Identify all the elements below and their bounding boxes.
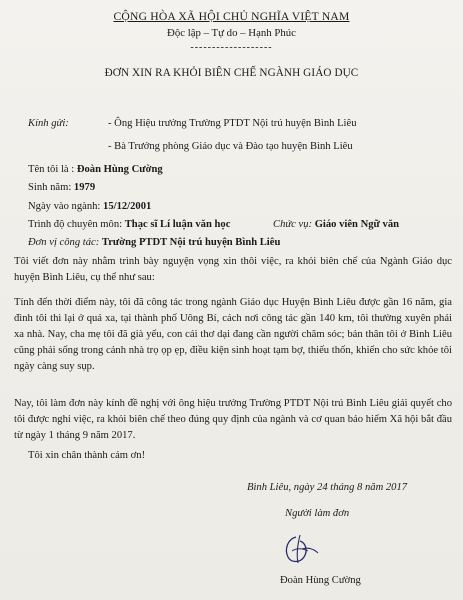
unit-label: Đơn vị công tác:: [28, 237, 100, 248]
position-row: [273, 219, 399, 230]
recipient-2: - Bà Trưởng phòng Giáo dục và Đào tạo huyện Bình Liêu: [108, 141, 353, 152]
birth-row: [28, 182, 95, 193]
request-paragraph: Nay, tôi làm đơn này kính đề nghị với ông hiệu trưởng Trường PTDT Nội trú Bình Liêu giải quyết cho tôi được nghỉ việc, ra khỏi biên chế theo đúng quy định của ngành và cơ quan bảo hiểm Xã hội bắt đầu từ ngày 1 tháng 9 năm 2017.: [14, 398, 452, 441]
thanks-line: Tôi xin chân thành cảm ơn!: [28, 450, 146, 461]
position-value: Giáo viên Ngữ văn: [314, 219, 400, 230]
header-separator: -------------------: [190, 42, 273, 53]
join-row: [28, 201, 151, 212]
degree-label: Trình độ chuyên môn:: [28, 219, 123, 230]
name-label: Tên tôi là :: [28, 164, 75, 175]
recipient-label: Kính gửi:: [28, 118, 69, 129]
handwritten-signature: [282, 531, 322, 567]
place-date: Bình Liêu, ngày 24 tháng 8 năm 2017: [247, 482, 408, 493]
signer-label: Người làm đơn: [285, 508, 350, 519]
degree-row: [28, 219, 230, 230]
document-title: ĐƠN XIN RA KHỎI BIÊN CHẾ NGÀNH GIÁO DỤC: [104, 67, 359, 79]
degree-value: Thạc sĩ Lí luận văn học: [124, 219, 231, 230]
intro-paragraph: Tôi viết đơn này nhằm trình bày nguyện vọng xin thôi việc, ra khỏi biên chế của Ngành Giáo dục huyện Bình Liêu, cụ thể như sau:: [14, 256, 452, 283]
birth-year: 1979: [73, 182, 96, 193]
name-row: [28, 164, 163, 175]
position-label: Chức vụ:: [273, 219, 313, 230]
applicant-name: Đoàn Hùng Cường: [76, 164, 163, 175]
join-label: Ngày vào ngành:: [28, 201, 101, 212]
signer-name: Đoàn Hùng Cường: [280, 575, 361, 586]
national-header: CỘNG HÒA XÃ HỘI CHỦ NGHĨA VIỆT NAM: [113, 10, 350, 23]
unit-row: [28, 237, 280, 248]
birth-label: Sinh năm:: [28, 182, 72, 193]
national-motto: Độc lập – Tự do – Hạnh Phúc: [167, 27, 296, 39]
recipient-1: - Ông Hiệu trưởng Trường PTDT Nội trú huyện Bình Liêu: [108, 118, 357, 129]
join-date: 15/12/2001: [103, 201, 152, 212]
unit-value: Trường PTDT Nội trú huyện Bình Liêu: [101, 237, 281, 248]
reason-paragraph: Tính đến thời điểm này, tôi đã công tác trong ngành Giáo dục Huyện Bình Liêu được gần 16 năm, gia đình tôi thì lại ở quá xa, tại thành phố Uông Bí, cách nơi công tác gần 140 km, tôi thường xuyên phải xa nhà. Nay, cha mẹ tôi đã già yếu, con cái thơ dại đang cần người chăm sóc; bản thân tôi ở Bình Liêu cũng phải sống trong cảnh nhà trọ ọp ẹp, điều kiện sinh hoạt tạm bợ, thiếu thốn, khiến cho sức khỏe tôi ngày càng suy sụp.: [14, 297, 452, 372]
